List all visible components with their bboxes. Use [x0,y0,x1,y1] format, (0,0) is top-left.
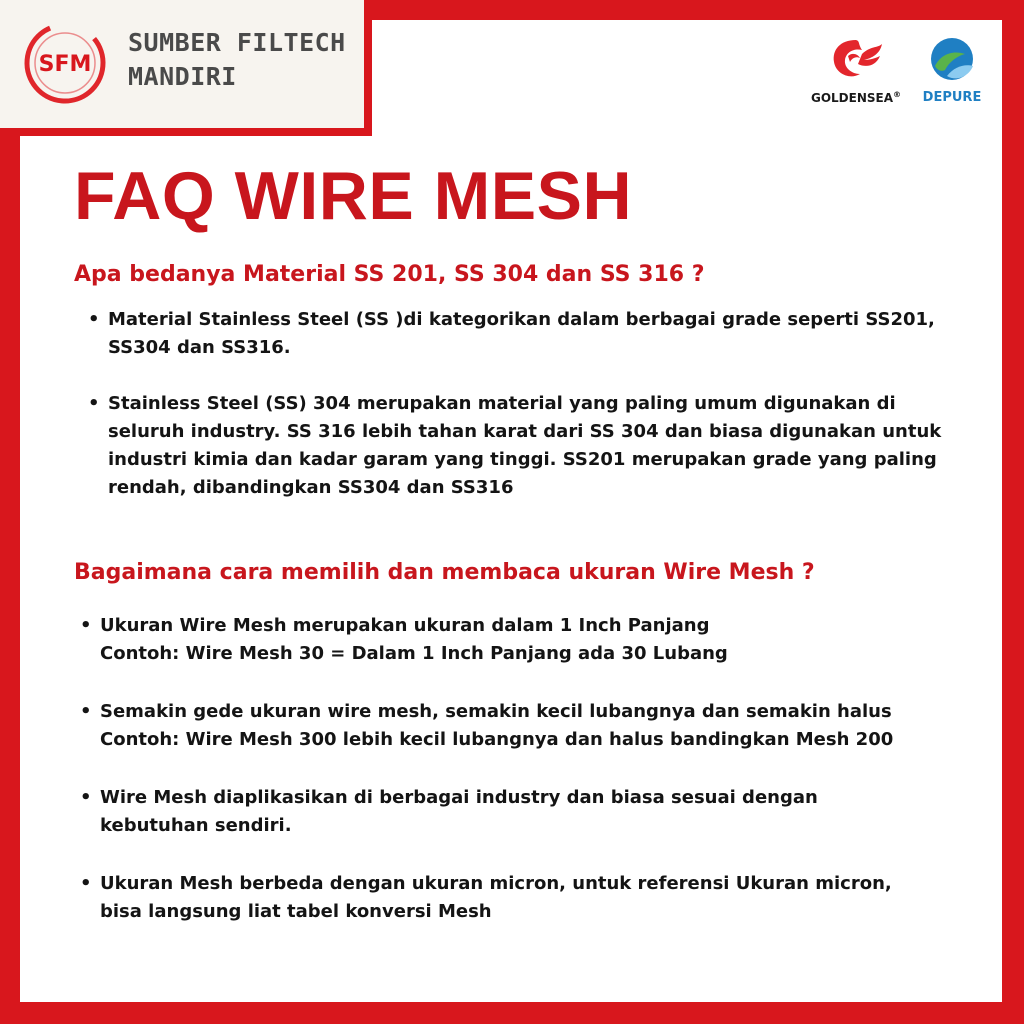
brand-name [128,26,346,94]
goldensea-mark-icon [826,36,886,82]
brand-header-inner [0,0,364,128]
sfm-logo-icon [22,20,108,106]
depure-logo [912,36,992,105]
depure-name: DEPURE [922,90,982,105]
depure-drop-icon [925,36,979,82]
brand-name-line2: MANDIRI [128,62,237,91]
page-title: FAQ WIRE MESH [74,158,633,234]
list-item: • Ukuran Wire Mesh merupakan ukuran dalam 1 Inch Panjang Contoh: Wire Mesh 30 = Dalam 1 Inch Panjang ada 30 Lubang [100,612,960,668]
section-2-list [100,612,960,956]
section-1-title: Apa bedanya Material SS 201, SS 304 dan SS 316 ? [74,262,705,287]
section-2-title: Bagaimana cara memilih dan membaca ukuran Wire Mesh ? [74,560,815,585]
brand-header [0,0,372,136]
section-1-list [108,306,968,530]
goldensea-name: GOLDENSEA® [810,90,902,105]
list-item: • Material Stainless Steel (SS )di kategorikan dalam berbagai grade seperti SS201, SS304 dan SS316. [108,306,968,362]
list-item: • Wire Mesh diaplikasikan di berbagai industry dan biasa sesuai dengan kebutuhan sendiri. [100,784,960,840]
list-item: • Ukuran Mesh berbeda dengan ukuran micron, untuk referensi Ukuran micron, bisa langsung liat tabel konversi Mesh [100,870,960,926]
goldensea-logo [808,36,904,105]
list-item: • Stainless Steel (SS) 304 merupakan material yang paling umum digunakan di seluruh industry. SS 316 lebih tahan karat dari SS 304 dan biasa digunakan untuk industri kimia dan kadar garam yang tinggi. SS201 merupakan grade yang paling rendah, dibandingkan SS304 dan SS316 [108,390,968,502]
brand-name-line1: SUMBER FILTECH [128,28,346,57]
list-item: • Semakin gede ukuran wire mesh, semakin kecil lubangnya dan semakin halus Contoh: Wire Mesh 300 lebih kecil lubangnya dan halus bandingkan Mesh 200 [100,698,960,754]
sfm-logo-text: SFM [38,52,92,77]
